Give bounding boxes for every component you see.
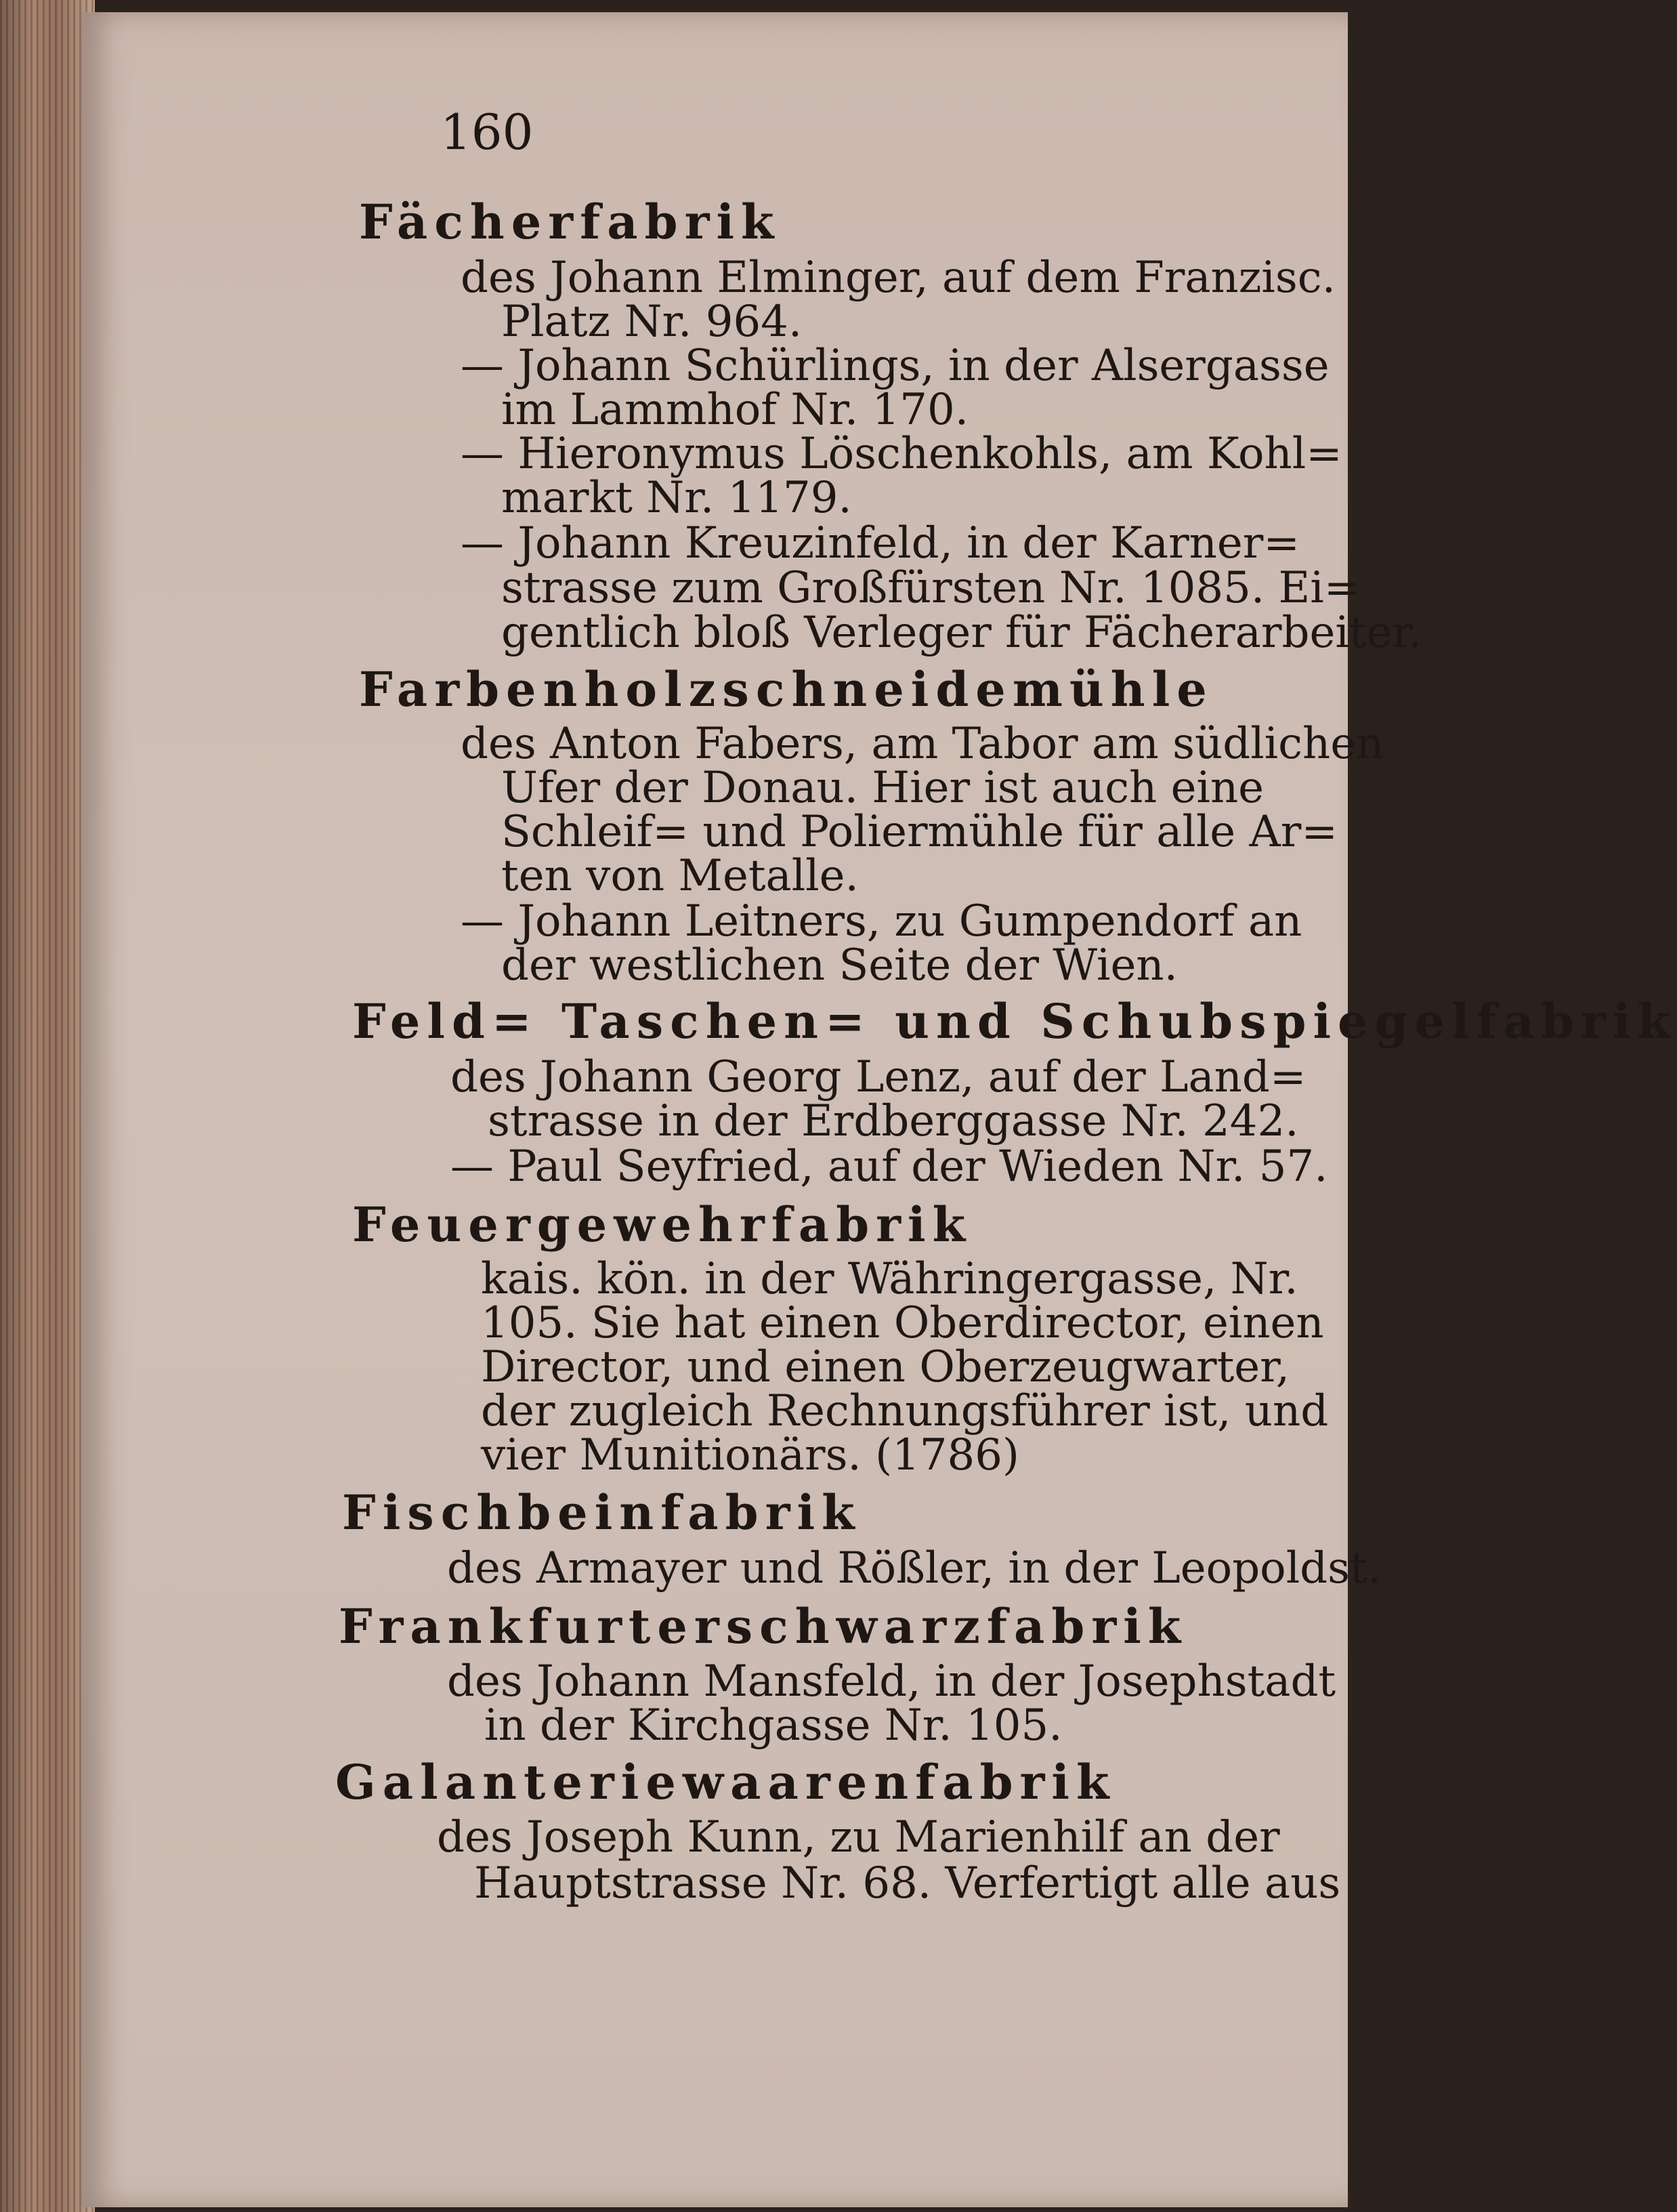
page-number: 160 xyxy=(440,104,534,161)
entry-line: des Armayer und Rößler, in der Leopoldst. xyxy=(447,1543,1382,1593)
entry-line: in der Kirchgasse Nr. 105. xyxy=(484,1700,1063,1751)
heading-farbenholzschneidemuehle: Farbenholzschneidemühle xyxy=(359,661,1214,717)
book-page xyxy=(81,12,1677,2207)
entry-line: 105. Sie hat einen Oberdirector, einen xyxy=(481,1298,1324,1348)
entry-line: strasse in der Erdberggasse Nr. 242. xyxy=(488,1096,1299,1146)
entry-line: Schleif= und Poliermühle für alle Ar= xyxy=(501,807,1338,857)
entry-line: des Johann Georg Lenz, auf der Land= xyxy=(450,1052,1307,1102)
heading-facherfabrik: Fächerfabrik xyxy=(359,194,781,250)
entry-line: Platz Nr. 964. xyxy=(501,297,803,347)
entry-line: kais. kön. in der Währingergasse, Nr. xyxy=(481,1254,1298,1304)
entry-line: — Johann Schürlings, in der Alsergasse xyxy=(461,341,1330,391)
entry-line: ten von Metalle. xyxy=(501,851,859,901)
entry-line: — Johann Kreuzinfeld, in der Karner= xyxy=(461,518,1300,568)
entry-line: vier Munitionärs. (1786) xyxy=(481,1430,1019,1480)
book-page-edges xyxy=(0,0,95,2212)
entry-line: — Johann Leitners, zu Gumpendorf an xyxy=(461,896,1302,946)
entry-line: der westlichen Seite der Wien. xyxy=(501,940,1178,990)
entry-line: Ufer der Donau. Hier ist auch eine xyxy=(501,763,1265,813)
heading-frankfurterschwarzfabrik: Frankfurterschwarzfabrik xyxy=(339,1598,1188,1654)
entry-line: des Joseph Kunn, zu Marienhilf an der xyxy=(437,1812,1280,1862)
entry-line: im Lammhof Nr. 170. xyxy=(501,385,969,435)
entry-line: — Hieronymus Löschenkohls, am Kohl= xyxy=(461,429,1342,479)
entry-line: Director, und einen Oberzeugwarter, xyxy=(481,1342,1290,1392)
entry-line: — Paul Seyfried, auf der Wieden Nr. 57. xyxy=(450,1142,1328,1192)
entry-line: des Anton Fabers, am Tabor am südlichen xyxy=(461,719,1384,769)
entry-line: des Johann Mansfeld, in der Josephstadt xyxy=(447,1656,1336,1707)
entry-line: strasse zum Großfürsten Nr. 1085. Ei= xyxy=(501,563,1361,613)
entry-line: Hauptstrasse Nr. 68. Verfertigt alle aus xyxy=(474,1858,1341,1908)
entry-line: gentlich bloß Verleger für Fächerarbeiter. xyxy=(501,608,1422,658)
heading-fischbeinfabrik: Fischbeinfabrik xyxy=(342,1484,862,1541)
entry-line: der zugleich Rechnungsführer ist, und xyxy=(481,1386,1329,1436)
entry-line: des Johann Elminger, auf dem Franzisc. xyxy=(461,253,1336,303)
entry-line: markt Nr. 1179. xyxy=(501,473,852,523)
heading-feuergewehrfabrik: Feuergewehrfabrik xyxy=(352,1196,973,1253)
heading-spiegelfabrik: Feld= Taschen= und Schubspiegelfabrik xyxy=(352,993,1677,1049)
page-text xyxy=(81,12,1677,2207)
heading-galanteriewaarenfabrik: Galanteriewaarenfabrik xyxy=(335,1754,1116,1810)
